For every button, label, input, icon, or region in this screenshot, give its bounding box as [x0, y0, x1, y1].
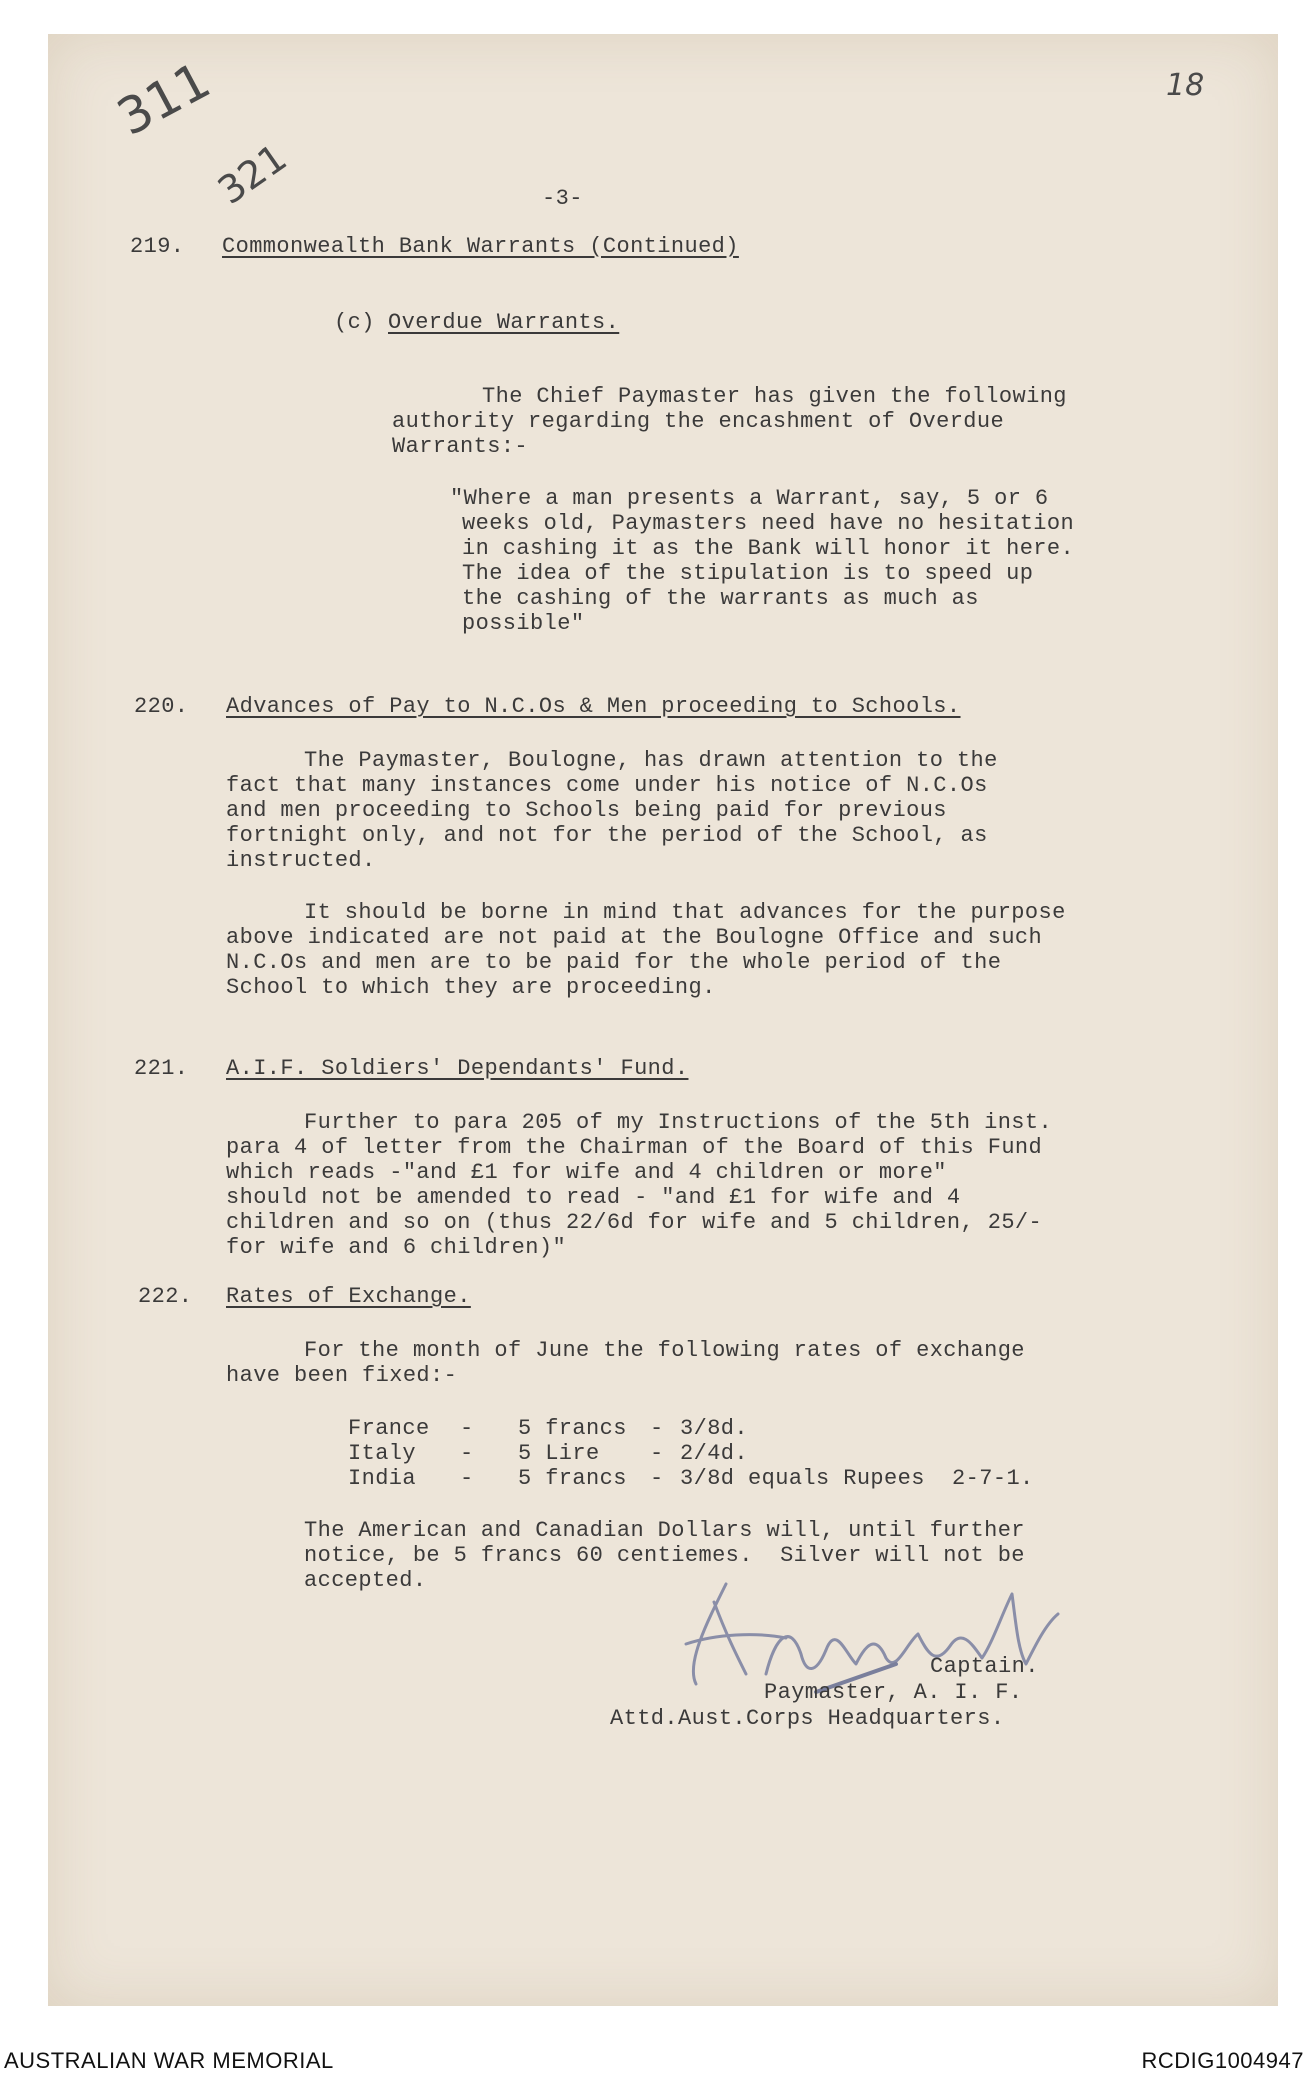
rate-dash: -: [650, 1466, 664, 1491]
text-line: notice, be 5 francs 60 centiemes. Silver will not be: [304, 1543, 1025, 1568]
text-line: For the month of June the following rates of exchange: [304, 1338, 1025, 1363]
document-sheet: [48, 34, 1278, 2006]
rate-unit: 5 Lire: [518, 1441, 600, 1466]
text-line: accepted.: [304, 1568, 427, 1593]
text-line: and men proceeding to Schools being paid for previous: [226, 798, 947, 823]
text-line: for wife and 6 children)": [226, 1235, 567, 1260]
section-number: 219.: [130, 234, 185, 259]
footer-record-id: RCDIG1004947: [1141, 2048, 1304, 2073]
quote-line: "Where a man presents a Warrant, say, 5 or 6: [450, 486, 1049, 511]
rate-dash: -: [460, 1416, 474, 1441]
text-line: The American and Canadian Dollars will, until further: [304, 1518, 1025, 1543]
handwritten-signature: [666, 1554, 1106, 1694]
annotation-right-number: 18: [1166, 68, 1205, 103]
signature-unit: Attd.Aust.Corps Headquarters.: [610, 1706, 1005, 1731]
signature-title: Paymaster, A. I. F.: [764, 1680, 1023, 1705]
footer-source: AUSTRALIAN WAR MEMORIAL: [4, 2048, 334, 2073]
text-line: have been fixed:-: [226, 1363, 458, 1388]
rate-unit: 5 francs: [518, 1466, 627, 1491]
text-line: which reads -"and £1 for wife and 4 children or more": [226, 1160, 947, 1185]
quote-line: in cashing it as the Bank will honor it here.: [462, 536, 1075, 561]
text-line: Warrants:-: [392, 434, 529, 459]
annotation-second-number: 321: [209, 135, 295, 213]
text-line: authority regarding the encashment of Overdue: [392, 409, 1005, 434]
section-number: 220.: [134, 694, 189, 719]
text-line: N.C.Os and men are to be paid for the whole period of the: [226, 950, 1002, 975]
rate-country: Italy: [348, 1441, 417, 1466]
rate-country: France: [348, 1416, 430, 1441]
section-heading: Advances of Pay to N.C.Os & Men proceeding to Schools.: [226, 694, 961, 719]
rate-dash: -: [460, 1441, 474, 1466]
text-line: The Paymaster, Boulogne, has drawn attention to the: [304, 748, 998, 773]
section-heading: Rates of Exchange.: [226, 1284, 471, 1309]
text-line: para 4 of letter from the Chairman of the Board of this Fund: [226, 1135, 1043, 1160]
text-line: above indicated are not paid at the Boulogne Office and such: [226, 925, 1043, 950]
signature-rank: Captain.: [930, 1654, 1039, 1679]
rate-value: 3/8d equals Rupees 2-7-1.: [680, 1466, 1034, 1491]
annotation-left-number: 311: [107, 50, 220, 148]
rate-country: India: [348, 1466, 417, 1491]
rate-value: 3/8d.: [680, 1416, 749, 1441]
text-line: It should be borne in mind that advances for the purpose: [304, 900, 1066, 925]
text-line: instructed.: [226, 848, 376, 873]
text-line: Further to para 205 of my Instructions of the 5th inst.: [304, 1110, 1053, 1135]
quote-line: The idea of the stipulation is to speed up: [462, 561, 1034, 586]
section-heading: Commonwealth Bank Warrants (Continued): [222, 234, 739, 259]
sub-heading: Overdue Warrants.: [388, 310, 620, 335]
page-number: -3-: [542, 186, 583, 211]
rate-dash: -: [650, 1441, 664, 1466]
text-line: children and so on (thus 22/6d for wife and 5 children, 25/-: [226, 1210, 1043, 1235]
rate-dash: -: [460, 1466, 474, 1491]
quote-line: the cashing of the warrants as much as: [462, 586, 979, 611]
text-line: School to which they are proceeding.: [226, 975, 716, 1000]
quote-line: weeks old, Paymasters need have no hesitation: [462, 511, 1075, 536]
rate-dash: -: [650, 1416, 664, 1441]
text-line: The Chief Paymaster has given the following: [482, 384, 1067, 409]
quote-line: possible": [462, 611, 585, 636]
rate-value: 2/4d.: [680, 1441, 749, 1466]
section-heading: A.I.F. Soldiers' Dependants' Fund.: [226, 1056, 689, 1081]
section-number: 221.: [134, 1056, 189, 1081]
text-line: fortnight only, and not for the period of the School, as: [226, 823, 988, 848]
rate-unit: 5 francs: [518, 1416, 627, 1441]
footer-bar: [0, 2038, 1314, 2082]
sub-label: (c): [334, 310, 375, 335]
section-number: 222.: [138, 1284, 193, 1309]
text-line: should not be amended to read - "and £1 for wife and 4: [226, 1185, 961, 1210]
text-line: fact that many instances come under his notice of N.C.Os: [226, 773, 988, 798]
